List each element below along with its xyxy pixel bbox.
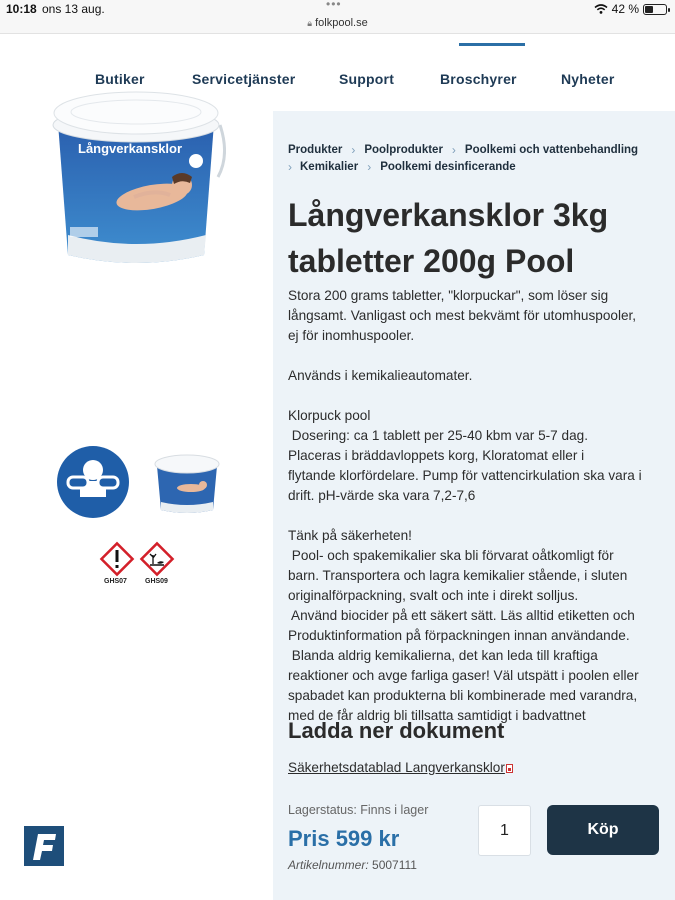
breadcrumb-poolprodukter[interactable]: Poolprodukter — [364, 144, 443, 156]
date: ons 13 aug. — [42, 2, 105, 16]
pdf-icon — [506, 764, 513, 773]
chevron-right-icon: › — [351, 143, 356, 157]
description-line: reaktioner och avge farliga gaser! Väl utspätt i poolen eller — [288, 668, 639, 683]
product-thumbnail[interactable] — [153, 452, 221, 518]
breadcrumb — [288, 143, 638, 157]
description-line: ej för inomhuspooler. — [288, 328, 415, 343]
lock-icon: 🔒︎ — [307, 18, 313, 28]
nav-item-servicetjanster[interactable]: Servicetjänster — [192, 71, 296, 87]
chevron-right-icon: › — [367, 160, 372, 174]
description-line: Tänk på säkerheten! — [288, 528, 412, 543]
status-indicators — [594, 2, 667, 16]
price: Pris 599 kr — [288, 826, 400, 851]
description-line: flytande klorfördelare. Pump för vattencirkulation ska vara i — [288, 468, 642, 483]
buy-button[interactable]: Köp — [547, 805, 659, 855]
ghs07-label: GHS07 — [104, 578, 127, 585]
product-description — [288, 286, 668, 726]
description-line — [288, 386, 668, 406]
nav-item-nyheter[interactable]: Nyheter — [561, 71, 615, 87]
description-line: barn. Transportera och lagra kemikalier stående, i sluten — [288, 568, 628, 583]
folkpool-logo[interactable] — [24, 826, 64, 866]
title-line-2: tabletter 200g Pool — [288, 243, 575, 279]
ghs09-environment-icon — [138, 540, 176, 578]
description-line: Använd biocider på ett säkert sätt. Läs alltid etiketten och — [288, 608, 635, 623]
description-line: Blanda aldrig kemikalierna, det kan leda till kraftiga — [288, 648, 598, 663]
description-line: Används i kemikalieautomater. — [288, 368, 473, 383]
ghs09-label: GHS09 — [145, 578, 168, 585]
description-line: Klorpuck pool — [288, 408, 371, 423]
product-image-label: Långverkansklor — [78, 141, 183, 156]
battery-percent: 42 % — [611, 2, 639, 16]
nav-item-butiker[interactable]: Butiker — [95, 71, 145, 87]
battery-icon — [643, 4, 667, 15]
more-dots-icon[interactable]: ••• — [326, 0, 342, 11]
logo-mark-icon — [24, 826, 64, 866]
article-number-value: 5007111 — [372, 858, 417, 872]
article-number-label: Artikelnummer: — [288, 858, 369, 872]
description-line: långsamt. Vanligast och mest bekvämt för utomhuspooler, — [288, 308, 637, 323]
description-line: Pool- och spakemikalier ska bli förvarat oåtkomligt för — [288, 548, 614, 563]
description-line: Produktinformation på förpackningen innan användande. — [288, 628, 630, 643]
documents-heading: Ladda ner dokument — [288, 718, 505, 743]
description-line: Placeras i bräddavloppets korg, Kloratomat eller i — [288, 448, 585, 463]
title-line-1: Långverkansklor 3kg — [288, 197, 609, 233]
product-image[interactable] — [48, 85, 226, 275]
breadcrumb-produkter[interactable]: Produkter — [288, 144, 343, 156]
eye-protection-pictogram[interactable] — [54, 443, 132, 521]
description-line: Dosering: ca 1 tablett per 25-40 kbm var 5-7 dag. — [288, 428, 588, 443]
breadcrumb-poolkemi-desinficerande[interactable]: Poolkemi desinficerande — [380, 161, 516, 173]
description-line: spabadet kan produkterna bli kombinerade med varandra, — [288, 688, 638, 703]
description-line: originalförpackning, svalt och inte i direkt solljus. — [288, 588, 579, 603]
breadcrumb-poolkemi-vattenbehandling[interactable]: Poolkemi och vattenbehandling — [464, 144, 639, 156]
description-line: med de får aldrig bli tillsatta samtidigt i badvattnet — [288, 708, 586, 723]
description-line — [288, 346, 668, 366]
chevron-right-icon: › — [288, 160, 292, 174]
status-bar — [0, 0, 675, 34]
url-text: folkpool.se — [315, 17, 368, 29]
safety-datasheet-link-text[interactable]: Säkerhetsdatablad Langverkansklor — [288, 760, 505, 775]
wifi-icon — [594, 4, 608, 14]
ghs07-warning-icon — [98, 540, 136, 578]
breadcrumb-row-2 — [288, 160, 516, 174]
address-bar[interactable] — [0, 17, 675, 29]
description-line: Stora 200 grams tabletter, "klorpuckar", som löser sig — [288, 288, 609, 303]
clock: 10:18 — [6, 2, 37, 16]
stock-status: Lagerstatus: Finns i lager — [288, 803, 429, 817]
nav-item-broschyrer[interactable]: Broschyrer — [440, 71, 517, 87]
nav-active-indicator — [459, 43, 525, 46]
safety-datasheet-link[interactable] — [288, 760, 513, 775]
page-title — [288, 192, 668, 284]
article-number — [288, 858, 417, 872]
description-line: drift. pH-värde ska vara 7,2-7,6 — [288, 488, 476, 503]
breadcrumb-kemikalier[interactable]: Kemikalier — [300, 161, 359, 173]
chevron-right-icon: › — [451, 143, 456, 157]
description-line — [288, 506, 668, 526]
quantity-input[interactable]: 1 — [478, 805, 531, 856]
nav-item-support[interactable]: Support — [339, 71, 395, 87]
